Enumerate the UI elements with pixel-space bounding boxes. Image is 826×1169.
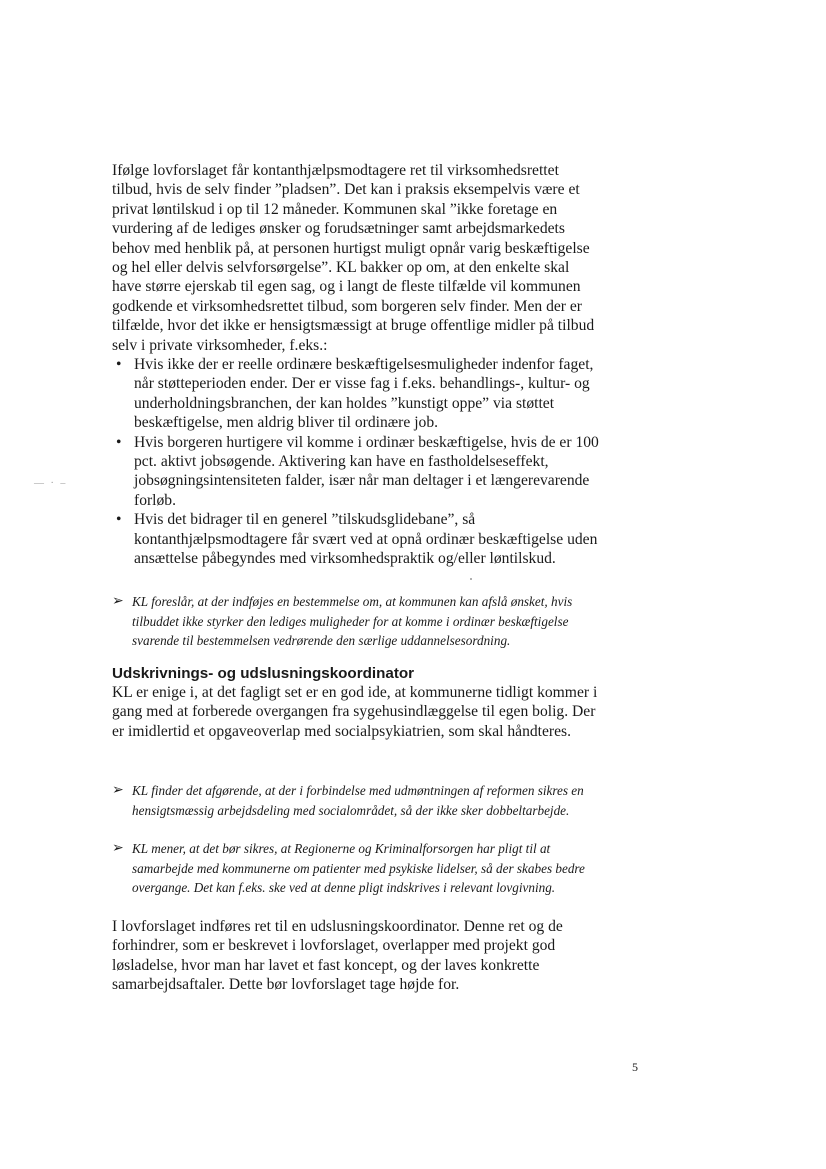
bullet-icon: •	[116, 433, 122, 451]
recommendation-text: KL foreslår, at der indføjes en bestemmelse om, at kommunen kan afslå ønsket, hvis tilbuddet ikke styrker den lediges muligheder for at komme i ordinær beskæftigelse svarende til bestemmelsen vedrørende den særlige uddannelsesordning.	[132, 594, 573, 648]
arrow-icon: ➢	[112, 841, 124, 856]
recommendation-text: KL mener, at det bør sikres, at Regionerne og Kriminalforsorgen har pligt til at samarbejde med kommunerne om patienter med psykiske lidelser, så der skabes bedre overgange. Det kan f.eks. ske ved at denne pligt indskrives i relevant lovgivning.	[132, 841, 585, 895]
section-paragraph: KL er enige i, at det fagligt set er en god ide, at kommunerne tidligt kommer i gang med at forberede overgangen fra sygehusindlæggelse til egen bolig. Der er imidlertid et opgaveoverlap med socialpsykiatrien, som skal håndteres.	[112, 684, 598, 740]
bullet-icon: •	[116, 356, 122, 373]
scan-artifact-dot	[470, 578, 472, 580]
recommendation-1	[112, 592, 602, 651]
list-item	[112, 510, 602, 568]
closing-paragraph: I lovforslaget indføres ret til en udslusningskoordinator. Denne ret og de forhindrer, som er beskrevet i lovforslaget, overlapper med projekt god løsladelse, hvor man har lavet et fast koncept, og der laves konkrette samarbejdsaftaler. Dette bør lovforslaget tage højde for.	[112, 918, 563, 994]
bullet-icon: •	[116, 511, 122, 529]
list-item	[112, 355, 602, 433]
scan-artifact-mark: — · –	[34, 478, 68, 489]
bullet-text: Hvis borgeren hurtigere vil komme i ordinær beskæftigelse, hvis de er 100 pct. aktivt jobsøgende. Aktivering kan have en fastholdelseseffekt, jobsøgningsintensiteten falder, især når man deltager i et længerevarende forløb.	[134, 433, 599, 509]
list-item	[112, 433, 602, 511]
recommendation-3	[112, 839, 602, 898]
recommendation-text: KL finder det afgørende, at der i forbindelse med udmøntningen af reformen sikres en hensigtsmæssig arbejdsdeling med socialområdet, så der ikke sker dobbeltarbejde.	[132, 783, 584, 818]
bullet-text: Hvis det bidrager til en generel ”tilskudsglidebane”, så kontanthjælpsmodtagere får svært ved at opnå ordinær beskæftigelse uden ansættelse påbegyndes med virksomhedspraktik og/eller løntilskud.	[134, 511, 598, 568]
recommendation-2	[112, 781, 602, 820]
section-heading: Udskrivnings- og udslusningskoordinator	[112, 665, 415, 682]
bullet-list	[112, 355, 602, 568]
page-number: 5	[632, 1060, 638, 1074]
bullet-text: Hvis ikke der er reelle ordinære beskæftigelsesmuligheder indenfor faget, når støtteperioden ender. Der er visse fag i f.eks. behandlings-, kultur- og underholdningsbranchen, der kan holdes ”kunstigt oppe” via støttet beskæftigelse, men aldrig bliver til ordinære job.	[134, 356, 594, 432]
arrow-icon: ➢	[112, 594, 124, 609]
intro-paragraph: Ifølge lovforslaget får kontanthjælpsmodtagere ret til virksomhedsrettet tilbud, hvis de selv finder ”pladsen”. Det kan i praksis eksempelvis være et privat løntilskud i op til 12 måneder. Kommunen skal ”ikke foretage en vurdering af de lediges ønsker og forudsætninger samt arbejdsmarkedets behov med henblik på, at personen hurtigst muligt opnår varig beskæftigelse og hel eller delvis selvforsørgelse”. KL bakker op om, at den enkelte skal have større ejerskab til egen sag, og i langt de fleste tilfælde vil kommunen godkende et virksomhedsrettet tilbud, som borgeren selv finder. Men der er tilfælde, hvor det ikke er hensigtsmæssigt at bruge offentlige midler på tilbud selv i private virksomheder, f.eks.:	[112, 162, 595, 354]
arrow-icon: ➢	[112, 783, 124, 798]
